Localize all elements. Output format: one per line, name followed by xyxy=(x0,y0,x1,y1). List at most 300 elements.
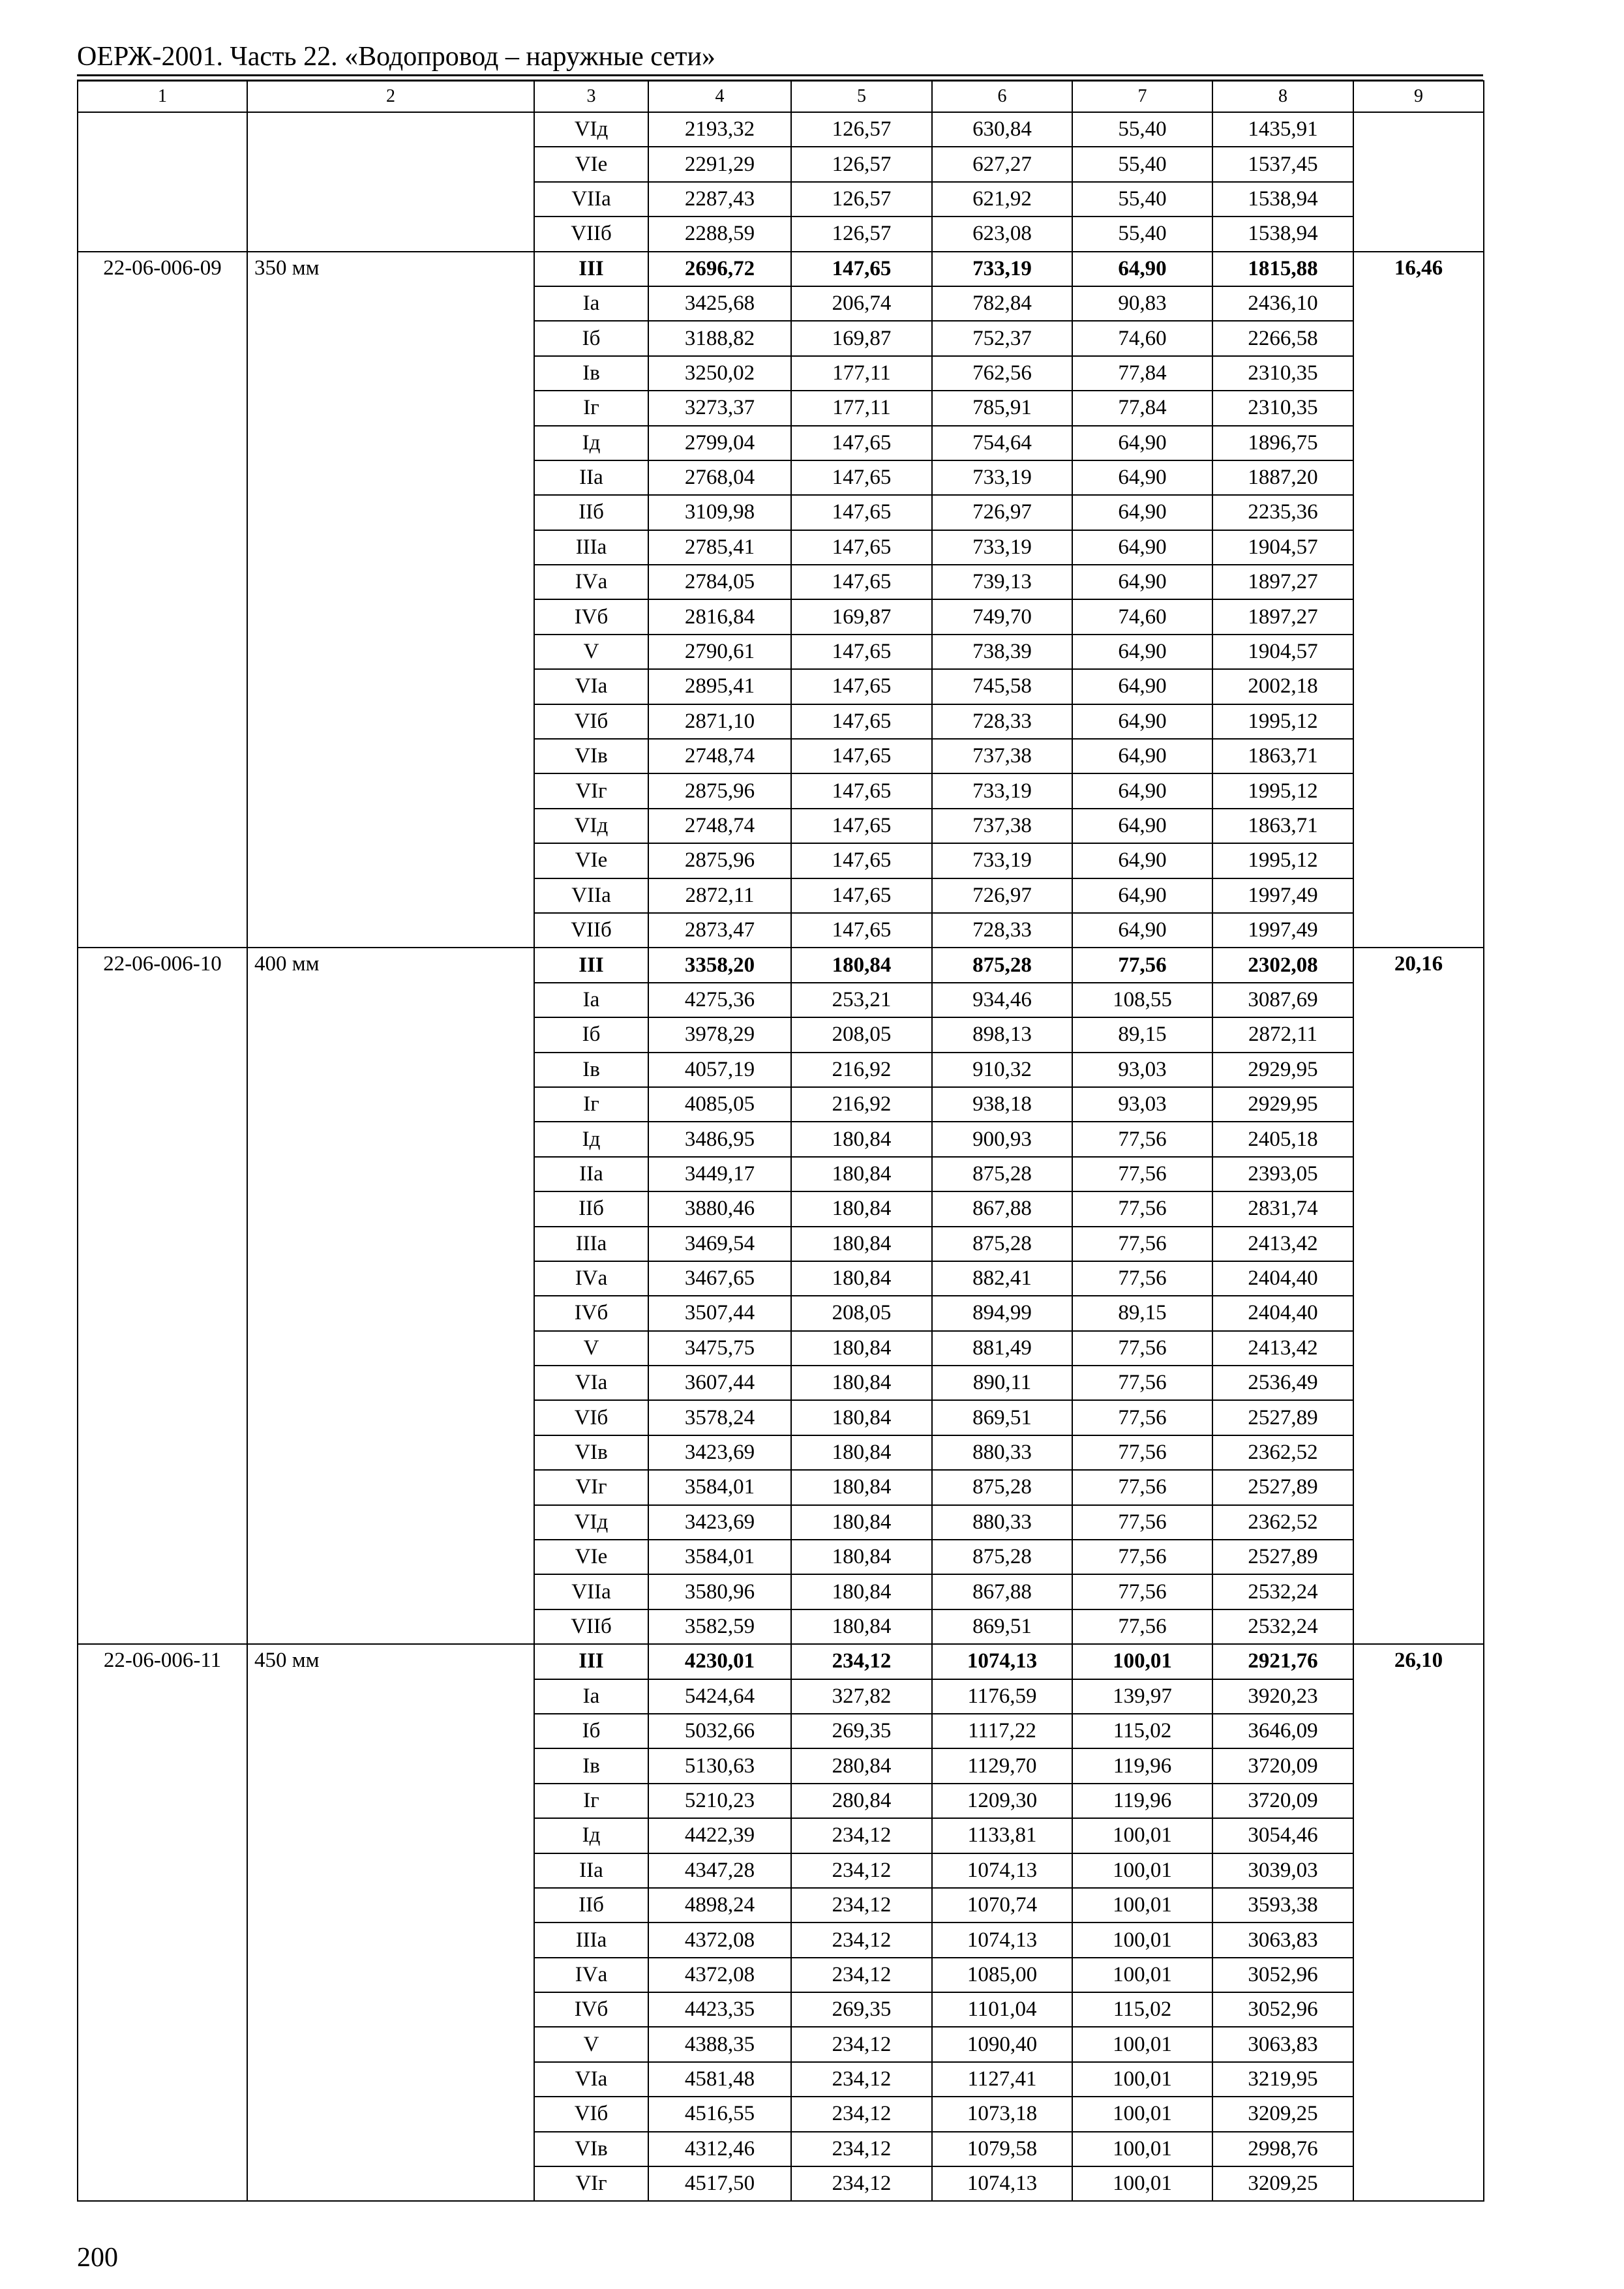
value-cell: 2748,74 xyxy=(648,739,791,773)
value-cell: 234,12 xyxy=(791,2132,932,2166)
zone-cell: III xyxy=(534,948,648,982)
value-cell: 1887,20 xyxy=(1212,460,1353,495)
value-cell: 89,15 xyxy=(1072,1017,1212,1052)
value-cell: 737,38 xyxy=(932,739,1072,773)
value-cell: 910,32 xyxy=(932,1053,1072,1087)
value-cell: 180,84 xyxy=(791,1400,932,1435)
zone-cell: VIе xyxy=(534,843,648,878)
column-number-row xyxy=(78,81,1484,112)
value-cell: 2784,05 xyxy=(648,565,791,599)
value-cell: 126,57 xyxy=(791,112,932,147)
value-cell: 147,65 xyxy=(791,460,932,495)
value-cell: 1997,49 xyxy=(1212,878,1353,913)
value-cell: 900,93 xyxy=(932,1122,1072,1156)
header-rule xyxy=(77,74,1483,76)
value-cell: 1897,27 xyxy=(1212,599,1353,634)
zone-cell: Iд xyxy=(534,426,648,460)
value-cell: 2362,52 xyxy=(1212,1435,1353,1470)
zone-cell: VIд xyxy=(534,112,648,147)
value-cell: 64,90 xyxy=(1072,635,1212,669)
value-cell: 2287,43 xyxy=(648,182,791,217)
value-cell: 3358,20 xyxy=(648,948,791,982)
value-cell: 1897,27 xyxy=(1212,565,1353,599)
value-cell: 89,15 xyxy=(1072,1296,1212,1330)
value-cell: 2799,04 xyxy=(648,426,791,460)
zone-cell: Iд xyxy=(534,1122,648,1156)
value-cell: 867,88 xyxy=(932,1574,1072,1609)
value-cell: 64,90 xyxy=(1072,565,1212,599)
value-cell: 77,56 xyxy=(1072,1574,1212,1609)
value-cell: 2235,36 xyxy=(1212,495,1353,530)
value-cell: 55,40 xyxy=(1072,182,1212,217)
value-cell: 119,96 xyxy=(1072,1784,1212,1818)
zone-cell: V xyxy=(534,1331,648,1366)
value-cell: 4423,35 xyxy=(648,1992,791,2027)
value-cell: 1863,71 xyxy=(1212,739,1353,773)
value-cell: 77,56 xyxy=(1072,1400,1212,1435)
value-cell: 180,84 xyxy=(791,1122,932,1156)
value-cell: 100,01 xyxy=(1072,2097,1212,2131)
zone-cell: VIа xyxy=(534,669,648,704)
column-number: 5 xyxy=(791,81,932,112)
value-cell: 147,65 xyxy=(791,530,932,565)
value-cell: 4388,35 xyxy=(648,2027,791,2061)
value-cell: 3109,98 xyxy=(648,495,791,530)
value-cell: 100,01 xyxy=(1072,2062,1212,2097)
value-cell: 3920,23 xyxy=(1212,1679,1353,1714)
value-cell: 108,55 xyxy=(1072,983,1212,1017)
value-cell: 890,11 xyxy=(932,1366,1072,1400)
value-cell: 234,12 xyxy=(791,1853,932,1888)
value-cell: 234,12 xyxy=(791,1922,932,1957)
zone-cell: VIе xyxy=(534,1540,648,1574)
value-cell: 1101,04 xyxy=(932,1992,1072,2027)
value-cell: 2532,24 xyxy=(1212,1574,1353,1609)
value-cell: 875,28 xyxy=(932,1540,1072,1574)
value-cell: 2875,96 xyxy=(648,843,791,878)
zone-cell: III xyxy=(534,1644,648,1679)
value-cell: 180,84 xyxy=(791,1540,932,1574)
zone-cell: V xyxy=(534,2027,648,2061)
value-cell: 2405,18 xyxy=(1212,1122,1353,1156)
value-cell: 93,03 xyxy=(1072,1087,1212,1122)
value-cell: 2875,96 xyxy=(648,773,791,808)
value-cell: 1538,94 xyxy=(1212,217,1353,251)
value-cell: 1176,59 xyxy=(932,1679,1072,1714)
value-cell: 147,65 xyxy=(791,773,932,808)
value-cell: 4372,08 xyxy=(648,1922,791,1957)
column-number: 2 xyxy=(247,81,534,112)
value-cell: 5210,23 xyxy=(648,1784,791,1818)
value-cell: 3469,54 xyxy=(648,1227,791,1261)
table-row xyxy=(78,1644,1484,1679)
value-cell: 177,11 xyxy=(791,391,932,425)
value-cell: 3063,83 xyxy=(1212,1922,1353,1957)
value-cell: 733,19 xyxy=(932,530,1072,565)
value-cell: 4517,50 xyxy=(648,2166,791,2201)
value-cell: 738,39 xyxy=(932,635,1072,669)
value-cell: 2393,05 xyxy=(1212,1157,1353,1191)
value-cell: 64,90 xyxy=(1072,495,1212,530)
value-cell: 234,12 xyxy=(791,1644,932,1679)
value-cell: 880,33 xyxy=(932,1505,1072,1540)
zone-cell: IVа xyxy=(534,565,648,599)
value-cell: 77,56 xyxy=(1072,1191,1212,1226)
value-cell: 630,84 xyxy=(932,112,1072,147)
zone-cell: IIа xyxy=(534,460,648,495)
value-cell: 119,96 xyxy=(1072,1748,1212,1783)
value-cell: 115,02 xyxy=(1072,1992,1212,2027)
value-cell: 147,65 xyxy=(791,565,932,599)
value-cell: 2536,49 xyxy=(1212,1366,1353,1400)
value-cell: 2413,42 xyxy=(1212,1331,1353,1366)
value-cell: 147,65 xyxy=(791,843,932,878)
value-cell: 3449,17 xyxy=(648,1157,791,1191)
value-cell: 280,84 xyxy=(791,1748,932,1783)
value-cell: 100,01 xyxy=(1072,1644,1212,1679)
value-cell: 5424,64 xyxy=(648,1679,791,1714)
value-cell: 3087,69 xyxy=(1212,983,1353,1017)
zone-cell: Iа xyxy=(534,1679,648,1714)
value-cell: 147,65 xyxy=(791,426,932,460)
value-cell: 1863,71 xyxy=(1212,809,1353,843)
zone-cell: Iб xyxy=(534,1714,648,1748)
value-cell: 894,99 xyxy=(932,1296,1072,1330)
value-cell: 280,84 xyxy=(791,1784,932,1818)
value-cell: 733,19 xyxy=(932,843,1072,878)
value-cell: 4581,48 xyxy=(648,2062,791,2097)
value-cell: 3582,59 xyxy=(648,1609,791,1644)
value-cell: 2436,10 xyxy=(1212,286,1353,321)
column-number: 4 xyxy=(648,81,791,112)
value-cell: 100,01 xyxy=(1072,1818,1212,1853)
page-number: 200 xyxy=(77,2243,118,2273)
value-cell: 77,56 xyxy=(1072,1157,1212,1191)
value-cell: 2404,40 xyxy=(1212,1261,1353,1296)
value-cell: 4372,08 xyxy=(648,1958,791,1992)
item-code: 22-06-006-09 xyxy=(78,252,247,948)
value-cell: 3039,03 xyxy=(1212,1853,1353,1888)
value-cell: 1537,45 xyxy=(1212,147,1353,181)
value-cell: 100,01 xyxy=(1072,2132,1212,2166)
value-cell: 100,01 xyxy=(1072,1922,1212,1957)
value-cell: 875,28 xyxy=(932,1470,1072,1504)
value-cell: 180,84 xyxy=(791,1191,932,1226)
value-cell: 1117,22 xyxy=(932,1714,1072,1748)
zone-cell: Iв xyxy=(534,356,648,391)
zone-cell: Iг xyxy=(534,391,648,425)
value-cell: 3578,24 xyxy=(648,1400,791,1435)
value-cell: 737,38 xyxy=(932,809,1072,843)
value-cell: 55,40 xyxy=(1072,217,1212,251)
value-cell: 2310,35 xyxy=(1212,356,1353,391)
value-cell: 77,56 xyxy=(1072,1366,1212,1400)
zone-cell: IIIа xyxy=(534,530,648,565)
column-number: 7 xyxy=(1072,81,1212,112)
zone-cell: IVа xyxy=(534,1958,648,1992)
value-cell: 126,57 xyxy=(791,182,932,217)
value-cell: 1995,12 xyxy=(1212,773,1353,808)
value-cell: 180,84 xyxy=(791,1574,932,1609)
value-cell: 2302,08 xyxy=(1212,948,1353,982)
zone-cell: VIг xyxy=(534,2166,648,2201)
value-cell: 875,28 xyxy=(932,1157,1072,1191)
price-table xyxy=(77,80,1484,2202)
value-cell: 208,05 xyxy=(791,1017,932,1052)
value-cell: 147,65 xyxy=(791,635,932,669)
value-cell: 2291,29 xyxy=(648,147,791,181)
value-cell: 3646,09 xyxy=(1212,1714,1353,1748)
value-cell: 4057,19 xyxy=(648,1053,791,1087)
item-name: 400 мм xyxy=(247,948,534,1644)
col9-cell: 16,46 xyxy=(1353,252,1484,948)
value-cell: 100,01 xyxy=(1072,2166,1212,2201)
zone-cell: Iг xyxy=(534,1784,648,1818)
zone-cell: Iб xyxy=(534,321,648,355)
value-cell: 745,58 xyxy=(932,669,1072,704)
value-cell: 726,97 xyxy=(932,495,1072,530)
zone-cell: IVб xyxy=(534,1992,648,2027)
value-cell: 234,12 xyxy=(791,2166,932,2201)
value-cell: 621,92 xyxy=(932,182,1072,217)
value-cell: 3425,68 xyxy=(648,286,791,321)
zone-cell: VIг xyxy=(534,773,648,808)
value-cell: 749,70 xyxy=(932,599,1072,634)
column-number: 3 xyxy=(534,81,648,112)
zone-cell: IVа xyxy=(534,1261,648,1296)
value-cell: 880,33 xyxy=(932,1435,1072,1470)
column-number: 1 xyxy=(78,81,247,112)
value-cell: 875,28 xyxy=(932,1227,1072,1261)
value-cell: 169,87 xyxy=(791,599,932,634)
value-cell: 55,40 xyxy=(1072,147,1212,181)
value-cell: 77,56 xyxy=(1072,1470,1212,1504)
value-cell: 4085,05 xyxy=(648,1087,791,1122)
value-cell: 1997,49 xyxy=(1212,913,1353,948)
value-cell: 1074,13 xyxy=(932,2166,1072,2201)
value-cell: 147,65 xyxy=(791,878,932,913)
value-cell: 2527,89 xyxy=(1212,1540,1353,1574)
value-cell: 77,56 xyxy=(1072,1609,1212,1644)
value-cell: 64,90 xyxy=(1072,252,1212,286)
col9-cell: 26,10 xyxy=(1353,1644,1484,2201)
zone-cell: V xyxy=(534,635,648,669)
value-cell: 1079,58 xyxy=(932,2132,1072,2166)
value-cell: 3580,96 xyxy=(648,1574,791,1609)
value-cell: 627,27 xyxy=(932,147,1072,181)
value-cell: 64,90 xyxy=(1072,913,1212,948)
value-cell: 77,56 xyxy=(1072,948,1212,982)
value-cell: 234,12 xyxy=(791,2062,932,2097)
value-cell: 1085,00 xyxy=(932,1958,1072,1992)
value-cell: 2193,32 xyxy=(648,112,791,147)
value-cell: 869,51 xyxy=(932,1609,1072,1644)
value-cell: 726,97 xyxy=(932,878,1072,913)
value-cell: 2929,95 xyxy=(1212,1087,1353,1122)
value-cell: 180,84 xyxy=(791,1505,932,1540)
value-cell: 3720,09 xyxy=(1212,1784,1353,1818)
value-cell: 2872,11 xyxy=(1212,1017,1353,1052)
value-cell: 147,65 xyxy=(791,809,932,843)
value-cell: 2002,18 xyxy=(1212,669,1353,704)
value-cell: 93,03 xyxy=(1072,1053,1212,1087)
value-cell: 1995,12 xyxy=(1212,704,1353,739)
value-cell: 869,51 xyxy=(932,1400,1072,1435)
value-cell: 1435,91 xyxy=(1212,112,1353,147)
zone-cell: VIд xyxy=(534,1505,648,1540)
zone-cell: VIб xyxy=(534,704,648,739)
value-cell: 2873,47 xyxy=(648,913,791,948)
value-cell: 2696,72 xyxy=(648,252,791,286)
value-cell: 64,90 xyxy=(1072,669,1212,704)
zone-cell: VIв xyxy=(534,739,648,773)
value-cell: 100,01 xyxy=(1072,1853,1212,1888)
value-cell: 2310,35 xyxy=(1212,391,1353,425)
value-cell: 728,33 xyxy=(932,704,1072,739)
value-cell: 64,90 xyxy=(1072,530,1212,565)
value-cell: 3219,95 xyxy=(1212,2062,1353,2097)
value-cell: 2921,76 xyxy=(1212,1644,1353,1679)
value-cell: 216,92 xyxy=(791,1053,932,1087)
value-cell: 623,08 xyxy=(932,217,1072,251)
value-cell: 147,65 xyxy=(791,913,932,948)
value-cell: 1133,81 xyxy=(932,1818,1072,1853)
item-code xyxy=(78,112,247,252)
value-cell: 77,84 xyxy=(1072,356,1212,391)
value-cell: 139,97 xyxy=(1072,1679,1212,1714)
value-cell: 1904,57 xyxy=(1212,635,1353,669)
zone-cell: IIIа xyxy=(534,1227,648,1261)
value-cell: 867,88 xyxy=(932,1191,1072,1226)
value-cell: 938,18 xyxy=(932,1087,1072,1122)
value-cell: 2362,52 xyxy=(1212,1505,1353,1540)
value-cell: 180,84 xyxy=(791,1157,932,1191)
zone-cell: IVб xyxy=(534,599,648,634)
value-cell: 234,12 xyxy=(791,2097,932,2131)
value-cell: 782,84 xyxy=(932,286,1072,321)
value-cell: 253,21 xyxy=(791,983,932,1017)
value-cell: 785,91 xyxy=(932,391,1072,425)
column-number: 9 xyxy=(1353,81,1484,112)
zone-cell: IIа xyxy=(534,1157,648,1191)
value-cell: 100,01 xyxy=(1072,1888,1212,1922)
value-cell: 234,12 xyxy=(791,2027,932,2061)
value-cell: 147,65 xyxy=(791,252,932,286)
value-cell: 269,35 xyxy=(791,1714,932,1748)
zone-cell: IVб xyxy=(534,1296,648,1330)
item-name: 350 мм xyxy=(247,252,534,948)
zone-cell: Iб xyxy=(534,1017,648,1052)
column-number: 6 xyxy=(932,81,1072,112)
value-cell: 3423,69 xyxy=(648,1505,791,1540)
value-cell: 147,65 xyxy=(791,669,932,704)
zone-cell: IIб xyxy=(534,1888,648,1922)
value-cell: 3475,75 xyxy=(648,1331,791,1366)
value-cell: 2895,41 xyxy=(648,669,791,704)
value-cell: 2413,42 xyxy=(1212,1227,1353,1261)
value-cell: 3054,46 xyxy=(1212,1818,1353,1853)
value-cell: 64,90 xyxy=(1072,704,1212,739)
zone-cell: VIг xyxy=(534,1470,648,1504)
value-cell: 180,84 xyxy=(791,1331,932,1366)
zone-cell: VIIб xyxy=(534,913,648,948)
value-cell: 3273,37 xyxy=(648,391,791,425)
zone-cell: Iа xyxy=(534,286,648,321)
zone-cell: VIа xyxy=(534,1366,648,1400)
value-cell: 754,64 xyxy=(932,426,1072,460)
value-cell: 3720,09 xyxy=(1212,1748,1353,1783)
zone-cell: VIе xyxy=(534,147,648,181)
document-title: ОЕРЖ-2001. Часть 22. «Водопровод – наружные сети» xyxy=(77,42,715,72)
value-cell: 728,33 xyxy=(932,913,1072,948)
value-cell: 64,90 xyxy=(1072,843,1212,878)
value-cell: 77,56 xyxy=(1072,1227,1212,1261)
value-cell: 64,90 xyxy=(1072,878,1212,913)
col9-cell: 20,16 xyxy=(1353,948,1484,1644)
value-cell: 1090,40 xyxy=(932,2027,1072,2061)
value-cell: 64,90 xyxy=(1072,809,1212,843)
value-cell: 1074,13 xyxy=(932,1853,1072,1888)
value-cell: 100,01 xyxy=(1072,1958,1212,1992)
zone-cell: Iг xyxy=(534,1087,648,1122)
value-cell: 180,84 xyxy=(791,1435,932,1470)
value-cell: 2748,74 xyxy=(648,809,791,843)
value-cell: 126,57 xyxy=(791,147,932,181)
value-cell: 77,56 xyxy=(1072,1435,1212,1470)
value-cell: 4347,28 xyxy=(648,1853,791,1888)
value-cell: 147,65 xyxy=(791,739,932,773)
value-cell: 3584,01 xyxy=(648,1540,791,1574)
value-cell: 3209,25 xyxy=(1212,2166,1353,2201)
table-row xyxy=(78,112,1484,147)
table-row xyxy=(78,948,1484,982)
value-cell: 77,84 xyxy=(1072,391,1212,425)
value-cell: 2998,76 xyxy=(1212,2132,1353,2166)
value-cell: 180,84 xyxy=(791,948,932,982)
value-cell: 1896,75 xyxy=(1212,426,1353,460)
table-body xyxy=(78,81,1484,2201)
value-cell: 934,46 xyxy=(932,983,1072,1017)
zone-cell: VIIб xyxy=(534,1609,648,1644)
value-cell: 234,12 xyxy=(791,1958,932,1992)
value-cell: 733,19 xyxy=(932,460,1072,495)
value-cell: 4516,55 xyxy=(648,2097,791,2131)
zone-cell: IIб xyxy=(534,495,648,530)
value-cell: 3063,83 xyxy=(1212,2027,1353,2061)
value-cell: 739,13 xyxy=(932,565,1072,599)
item-code: 22-06-006-10 xyxy=(78,948,247,1644)
zone-cell: IIа xyxy=(534,1853,648,1888)
value-cell: 74,60 xyxy=(1072,321,1212,355)
value-cell: 3607,44 xyxy=(648,1366,791,1400)
value-cell: 1074,13 xyxy=(932,1922,1072,1957)
zone-cell: VIв xyxy=(534,2132,648,2166)
value-cell: 733,19 xyxy=(932,773,1072,808)
value-cell: 3423,69 xyxy=(648,1435,791,1470)
zone-cell: III xyxy=(534,252,648,286)
zone-cell: VIв xyxy=(534,1435,648,1470)
zone-cell: VIд xyxy=(534,809,648,843)
value-cell: 234,12 xyxy=(791,1888,932,1922)
item-code: 22-06-006-11 xyxy=(78,1644,247,2201)
page-header xyxy=(77,40,1483,73)
value-cell: 1209,30 xyxy=(932,1784,1072,1818)
zone-cell: VIIа xyxy=(534,1574,648,1609)
value-cell: 2266,58 xyxy=(1212,321,1353,355)
value-cell: 2816,84 xyxy=(648,599,791,634)
value-cell: 180,84 xyxy=(791,1366,932,1400)
value-cell: 77,56 xyxy=(1072,1505,1212,1540)
